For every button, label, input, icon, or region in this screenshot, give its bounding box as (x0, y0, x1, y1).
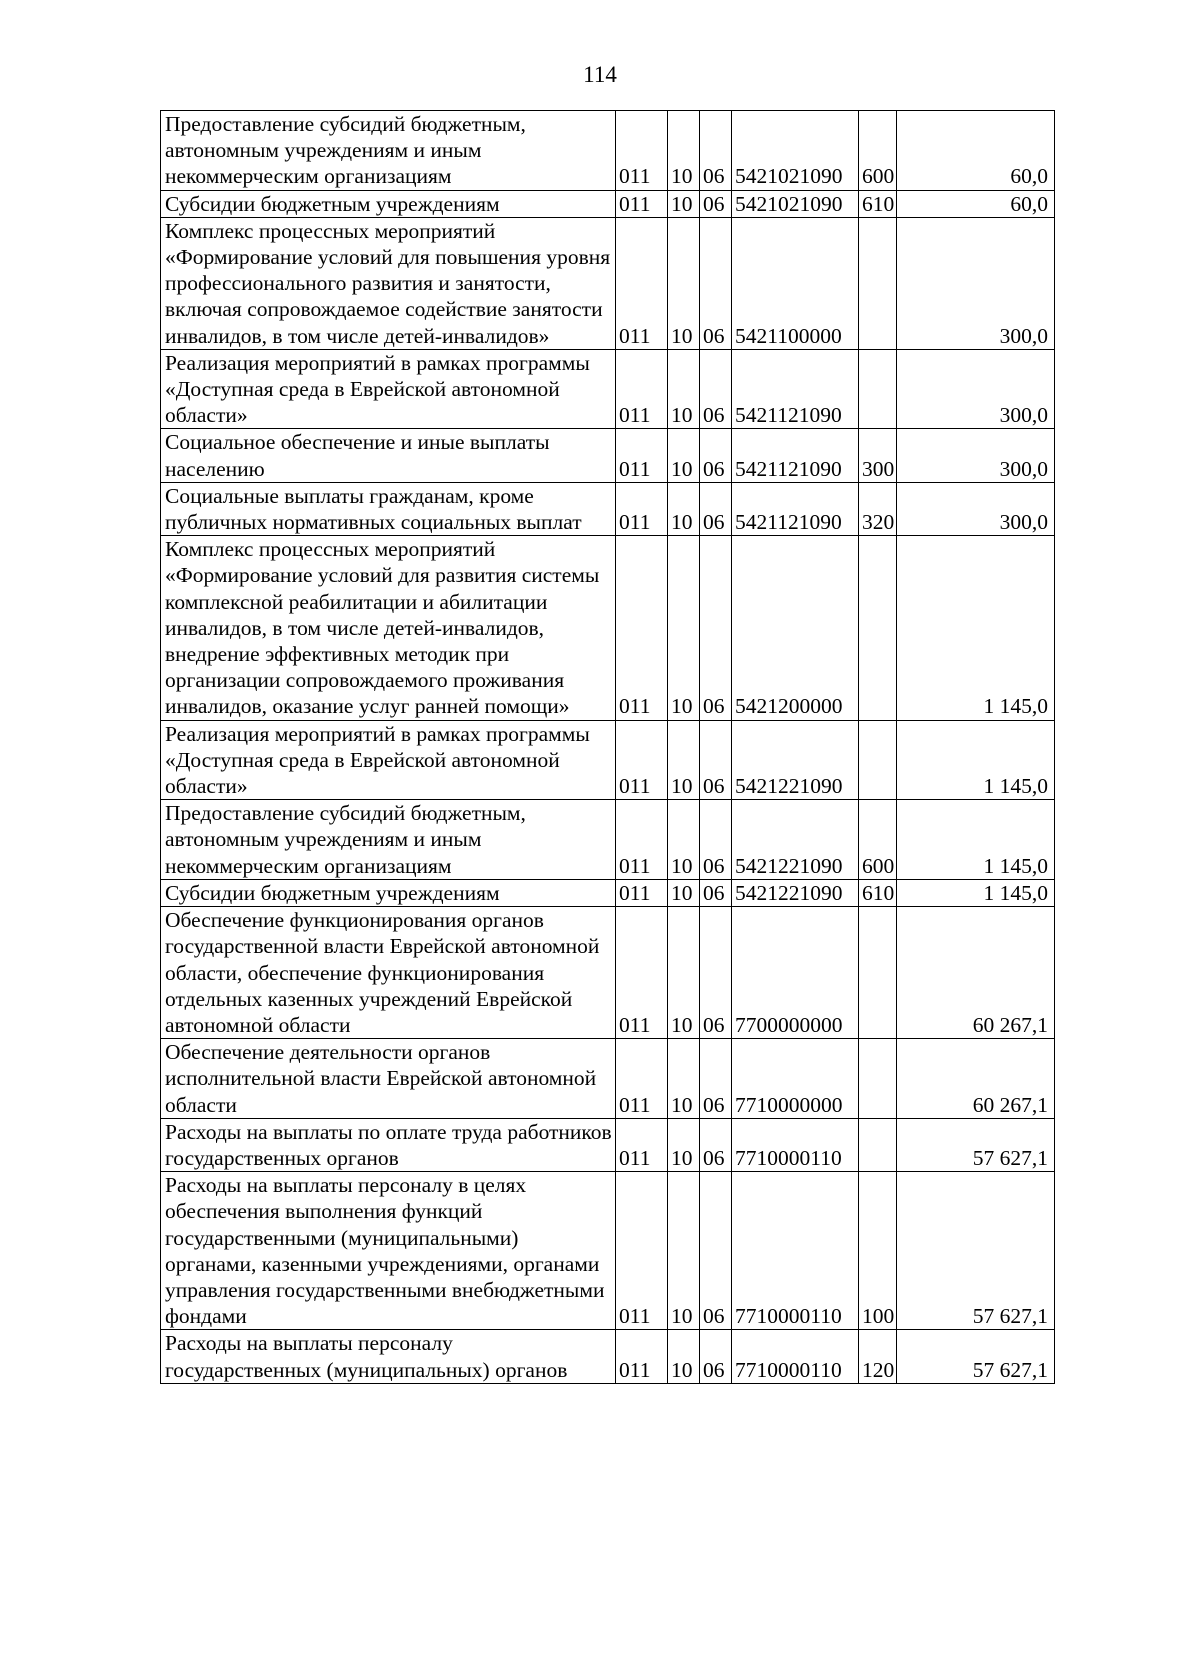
ministry-code: 011 (616, 907, 668, 1039)
subsection-code: 06 (700, 111, 732, 191)
target-article-code: 5421221090 (732, 800, 859, 880)
ministry-code: 011 (616, 349, 668, 429)
target-article-code: 5421021090 (732, 190, 859, 217)
section-code: 10 (668, 879, 700, 906)
row-name: Предоставление субсидий бюджетным, автономным учреждениям и иным некоммерческим организациям (161, 800, 616, 880)
amount: 57 627,1 (897, 1330, 1055, 1383)
row-name: Реализация мероприятий в рамках программы «Доступная среда в Еврейской автономной области» (161, 349, 616, 429)
subsection-code: 06 (700, 190, 732, 217)
expense-type-code: 100 (859, 1172, 897, 1330)
row-name: Обеспечение функционирования органов государственной власти Еврейской автономной области, обеспечение функционирования отдельных казенных учреждений Еврейской автономной области (161, 907, 616, 1039)
subsection-code: 06 (700, 1172, 732, 1330)
row-name: Социальное обеспечение и иные выплаты населению (161, 429, 616, 482)
table-row (161, 720, 1055, 800)
expense-type-code: 610 (859, 190, 897, 217)
subsection-code: 06 (700, 429, 732, 482)
expense-type-code (859, 1118, 897, 1171)
amount: 300,0 (897, 217, 1055, 349)
ministry-code: 011 (616, 111, 668, 191)
target-article-code: 5421221090 (732, 720, 859, 800)
section-code: 10 (668, 907, 700, 1039)
amount: 60 267,1 (897, 1039, 1055, 1119)
row-name: Расходы на выплаты персоналу в целях обеспечения выполнения функций государственными (муниципальными) органами, казенными учреждениями, органами управления государственными внебюджетными фондами (161, 1172, 616, 1330)
row-name: Субсидии бюджетным учреждениям (161, 879, 616, 906)
row-name: Комплекс процессных мероприятий «Формирование условий для повышения уровня профессионального развития и занятости, включая сопровождаемое содействие занятости инвалидов, в том числе детей-инвалидов» (161, 217, 616, 349)
row-name: Расходы на выплаты по оплате труда работников государственных органов (161, 1118, 616, 1171)
amount: 60,0 (897, 190, 1055, 217)
section-code: 10 (668, 111, 700, 191)
expense-type-code (859, 720, 897, 800)
target-article-code: 7700000000 (732, 907, 859, 1039)
amount: 60 267,1 (897, 907, 1055, 1039)
table-row (161, 1118, 1055, 1171)
subsection-code: 06 (700, 907, 732, 1039)
expense-type-code: 120 (859, 1330, 897, 1383)
table-row (161, 536, 1055, 720)
table-row (161, 111, 1055, 191)
ministry-code: 011 (616, 1118, 668, 1171)
target-article-code: 5421121090 (732, 349, 859, 429)
expense-type-code (859, 217, 897, 349)
table-row (161, 800, 1055, 880)
ministry-code: 011 (616, 1039, 668, 1119)
table-row (161, 1172, 1055, 1330)
row-name: Социальные выплаты гражданам, кроме публичных нормативных социальных выплат (161, 482, 616, 535)
target-article-code: 5421200000 (732, 536, 859, 720)
table-row (161, 907, 1055, 1039)
subsection-code: 06 (700, 879, 732, 906)
row-name: Обеспечение деятельности органов исполнительной власти Еврейской автономной области (161, 1039, 616, 1119)
subsection-code: 06 (700, 217, 732, 349)
budget-table (160, 110, 1055, 1384)
amount: 1 145,0 (897, 720, 1055, 800)
row-name: Предоставление субсидий бюджетным, автономным учреждениям и иным некоммерческим организациям (161, 111, 616, 191)
amount: 60,0 (897, 111, 1055, 191)
ministry-code: 011 (616, 720, 668, 800)
expense-type-code (859, 1039, 897, 1119)
expense-type-code: 600 (859, 111, 897, 191)
page-number: 114 (583, 62, 617, 87)
amount: 1 145,0 (897, 536, 1055, 720)
subsection-code: 06 (700, 349, 732, 429)
table-row (161, 349, 1055, 429)
row-name: Комплекс процессных мероприятий «Формирование условий для развития системы комплексной реабилитации и абилитации инвалидов, в том числе детей-инвалидов, внедрение эффективных методик при организации сопровождаемого проживания инвалидов, оказание услуг ранней помощи» (161, 536, 616, 720)
table-row (161, 190, 1055, 217)
section-code: 10 (668, 800, 700, 880)
table-row (161, 1330, 1055, 1383)
amount: 300,0 (897, 482, 1055, 535)
row-name: Расходы на выплаты персоналу государственных (муниципальных) органов (161, 1330, 616, 1383)
table-row (161, 1039, 1055, 1119)
target-article-code: 5421100000 (732, 217, 859, 349)
row-name: Реализация мероприятий в рамках программы «Доступная среда в Еврейской автономной области» (161, 720, 616, 800)
target-article-code: 5421221090 (732, 879, 859, 906)
section-code: 10 (668, 429, 700, 482)
ministry-code: 011 (616, 482, 668, 535)
amount: 300,0 (897, 349, 1055, 429)
section-code: 10 (668, 1118, 700, 1171)
amount: 57 627,1 (897, 1172, 1055, 1330)
expense-type-code (859, 907, 897, 1039)
subsection-code: 06 (700, 1330, 732, 1383)
budget-table-body (161, 111, 1055, 1384)
expense-type-code: 300 (859, 429, 897, 482)
target-article-code: 7710000110 (732, 1118, 859, 1171)
section-code: 10 (668, 1172, 700, 1330)
expense-type-code: 600 (859, 800, 897, 880)
target-article-code: 7710000110 (732, 1172, 859, 1330)
target-article-code: 7710000110 (732, 1330, 859, 1383)
row-name: Субсидии бюджетным учреждениям (161, 190, 616, 217)
ministry-code: 011 (616, 190, 668, 217)
table-row (161, 879, 1055, 906)
target-article-code: 5421021090 (732, 111, 859, 191)
ministry-code: 011 (616, 1330, 668, 1383)
subsection-code: 06 (700, 1039, 732, 1119)
section-code: 10 (668, 217, 700, 349)
subsection-code: 06 (700, 720, 732, 800)
ministry-code: 011 (616, 1172, 668, 1330)
subsection-code: 06 (700, 800, 732, 880)
ministry-code: 011 (616, 536, 668, 720)
target-article-code: 7710000000 (732, 1039, 859, 1119)
target-article-code: 5421121090 (732, 482, 859, 535)
section-code: 10 (668, 190, 700, 217)
expense-type-code: 320 (859, 482, 897, 535)
section-code: 10 (668, 1039, 700, 1119)
expense-type-code (859, 536, 897, 720)
amount: 1 145,0 (897, 800, 1055, 880)
amount: 300,0 (897, 429, 1055, 482)
target-article-code: 5421121090 (732, 429, 859, 482)
subsection-code: 06 (700, 1118, 732, 1171)
section-code: 10 (668, 1330, 700, 1383)
ministry-code: 011 (616, 800, 668, 880)
section-code: 10 (668, 482, 700, 535)
amount: 57 627,1 (897, 1118, 1055, 1171)
table-row (161, 482, 1055, 535)
subsection-code: 06 (700, 482, 732, 535)
table-row (161, 429, 1055, 482)
section-code: 10 (668, 720, 700, 800)
ministry-code: 011 (616, 879, 668, 906)
amount: 1 145,0 (897, 879, 1055, 906)
section-code: 10 (668, 349, 700, 429)
subsection-code: 06 (700, 536, 732, 720)
expense-type-code (859, 349, 897, 429)
ministry-code: 011 (616, 429, 668, 482)
section-code: 10 (668, 536, 700, 720)
ministry-code: 011 (616, 217, 668, 349)
expense-type-code: 610 (859, 879, 897, 906)
table-row (161, 217, 1055, 349)
